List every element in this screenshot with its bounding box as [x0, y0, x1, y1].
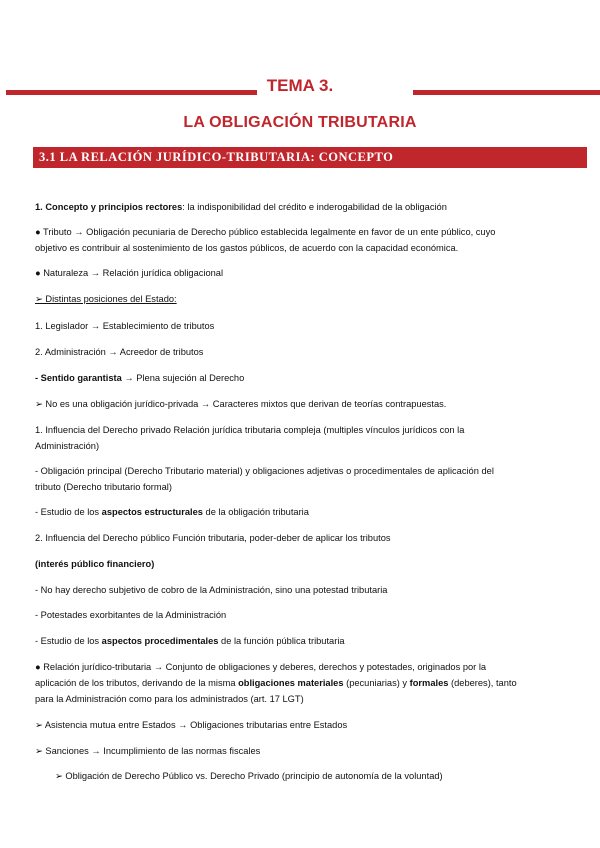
paragraph-potestad: - No hay derecho subjetivo de cobro de la Administración, sino una potestad tributaria [35, 585, 388, 595]
paragraph-posiciones: ➢ Distintas posiciones del Estado: [35, 294, 177, 304]
relacion-mid: (pecuniarias) y [343, 678, 410, 688]
paragraph-relacion-2 [35, 675, 575, 691]
paragraph-administracion: 2. Administración → Acreedor de tributos [35, 347, 204, 357]
paragraph-estructurales [35, 504, 575, 520]
paragraph-exorbitantes: - Potestades exorbitantes de la Administración [35, 610, 227, 620]
paragraph-garantista [35, 370, 575, 386]
paragraph-derecho-privado-2: Administración) [35, 441, 100, 451]
procedimentales-post: de la función pública tributaria [218, 636, 345, 646]
paragraph-naturaleza: ● Naturaleza → Relación jurídica obligacional [35, 268, 224, 278]
concepto-label: 1. Concepto y principios rectores [35, 202, 183, 212]
relacion-pre: aplicación de los tributos, derivando de la misma [35, 678, 239, 688]
paragraph-obligacion-principal-1: - Obligación principal (Derecho Tributario material) y obligaciones adjetivas o procedimentales de aplicación del [35, 466, 494, 476]
relacion-post: (deberes), tanto [448, 678, 517, 688]
paragraph-interes-publico: (interés público financiero) [35, 559, 155, 569]
paragraph-relacion-1: ● Relación jurídico-tributaria → Conjunto de obligaciones y deberes, derechos y potestades, originados por la [35, 662, 487, 672]
procedimentales-bold: aspectos procedimentales [101, 636, 219, 646]
concepto-text: : la indisponibilidad del crédito e inderogabilidad de la obligación [182, 202, 447, 212]
procedimentales-pre: - Estudio de los [35, 636, 102, 646]
paragraph-legislador: 1. Legislador → Establecimiento de tributos [35, 321, 215, 331]
estructurales-post: de la obligación tributaria [202, 507, 309, 517]
tema-heading: TEMA 3. [266, 76, 334, 95]
page-title: LA OBLIGACIÓN TRIBUTARIA [183, 114, 417, 131]
estructurales-pre: - Estudio de los [35, 507, 102, 517]
paragraph-asistencia: ➢ Asistencia mutua entre Estados → Obligaciones tributarias entre Estados [35, 720, 348, 730]
paragraph-tributo-2: objetivo es contribuir al sostenimiento de los gastos públicos, de acuerdo con la capacidad económica. [35, 243, 459, 253]
paragraph-obligacion-principal-2: tributo (Derecho tributario formal) [35, 482, 172, 492]
relacion-formales: formales [409, 678, 449, 688]
paragraph-derecho-privado-1: 1. Influencia del Derecho privado Relación jurídica tributaria compleja (multiples vínculos jurídicos con la [35, 425, 465, 435]
paragraph-relacion-3: para la Administración como para los administrados (art. 17 LGT) [35, 694, 304, 704]
relacion-materiales: obligaciones materiales [238, 678, 344, 688]
paragraph-procedimentales [35, 633, 575, 649]
paragraph-publico-vs-privado: ➢ Obligación de Derecho Público vs. Derecho Privado (principio de autonomía de la voluntad) [55, 771, 443, 781]
section-heading: 3.1 LA RELACIÓN JURÍDICO-TRIBUTARIA: CONCEPTO [33, 147, 587, 168]
paragraph-derecho-publico: 2. Influencia del Derecho público Función tributaria, poder-deber de aplicar los tributos [35, 533, 391, 543]
garantista-label: - Sentido garantista [35, 373, 122, 383]
garantista-text: → Plena sujeción al Derecho [121, 373, 245, 383]
paragraph-concepto [35, 199, 575, 215]
estructurales-bold: aspectos estructurales [101, 507, 203, 517]
paragraph-tributo-1: ● Tributo → Obligación pecuniaria de Derecho público establecida legalmente en favor de un ente público, cuyo [35, 227, 496, 237]
paragraph-no-privada: ➢ No es una obligación jurídico-privada → Caracteres mixtos que derivan de teorías contrapuestas. [35, 399, 447, 409]
paragraph-sanciones: ➢ Sanciones → Incumplimiento de las normas fiscales [35, 746, 261, 756]
